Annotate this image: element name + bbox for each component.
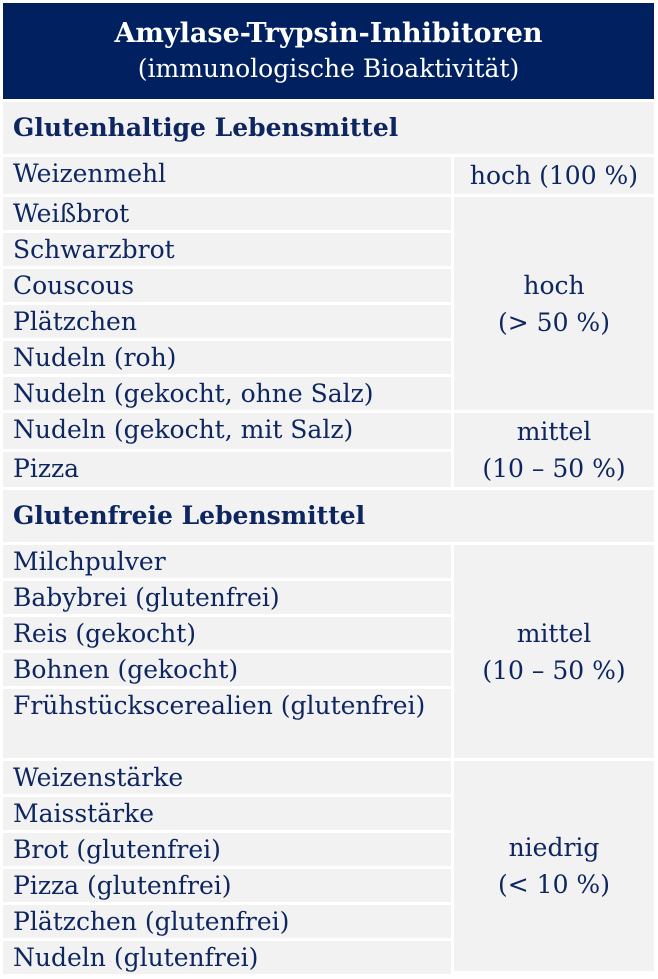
level-range: (10 – 50 %) [482,454,626,483]
table-row [3,413,654,452]
section-row [3,102,654,157]
food-item: Maisstärke [3,797,454,833]
table-row [3,157,654,197]
level-range: (> 50 %) [498,307,610,337]
section-heading: Glutenfreie Lebensmittel [3,490,654,545]
table-row [3,761,654,797]
section-row [3,490,654,545]
food-item: Milchpulver [3,545,454,581]
section-heading: Glutenhaltige Lebensmittel [3,102,654,157]
food-item: Bohnen (gekocht) [3,653,454,689]
food-item: Weizenstärke [3,761,454,797]
food-item: Reis (gekocht) [3,617,454,653]
food-item: Weizenmehl [3,157,454,197]
food-item: Couscous [3,269,454,305]
table-row [3,197,654,233]
table-title: Amylase-Trypsin-Inhibitoren [114,18,543,49]
food-item: Nudeln (gekocht, ohne Salz) [3,377,454,413]
food-item: Pizza (glutenfrei) [3,869,454,905]
food-item: Brot (glutenfrei) [3,833,454,869]
ati-table [3,3,654,974]
level-label: niedrig [508,833,600,862]
food-item: Babybrei (glutenfrei) [3,581,454,617]
food-item: Nudeln (glutenfrei) [3,941,454,974]
table-header-row [3,3,654,102]
level-label: hoch [523,270,585,300]
food-item: Weißbrot [3,197,454,233]
food-item: Plätzchen [3,305,454,341]
level-range: (10 – 50 %) [482,655,626,685]
bioactivity-level [454,545,654,761]
food-item: Plätzchen (glutenfrei) [3,905,454,941]
food-item: Frühstückscerealien (glutenfrei) [3,689,454,761]
table-subtitle: (immunologische Bioaktivität) [137,54,520,83]
table-header [3,3,654,102]
table-row [3,545,654,581]
bioactivity-level [454,413,654,490]
level-label: mittel [516,618,592,648]
food-item: Pizza [3,452,454,491]
bioactivity-level [454,157,654,197]
level-label: hoch (100 %) [469,161,639,190]
food-item: Nudeln (gekocht, mit Salz) [3,413,454,452]
food-item: Schwarzbrot [3,233,454,269]
bioactivity-level [454,197,654,413]
level-range: (< 10 %) [498,870,610,899]
food-item: Nudeln (roh) [3,341,454,377]
level-label: mittel [516,417,592,446]
bioactivity-level [454,761,654,974]
